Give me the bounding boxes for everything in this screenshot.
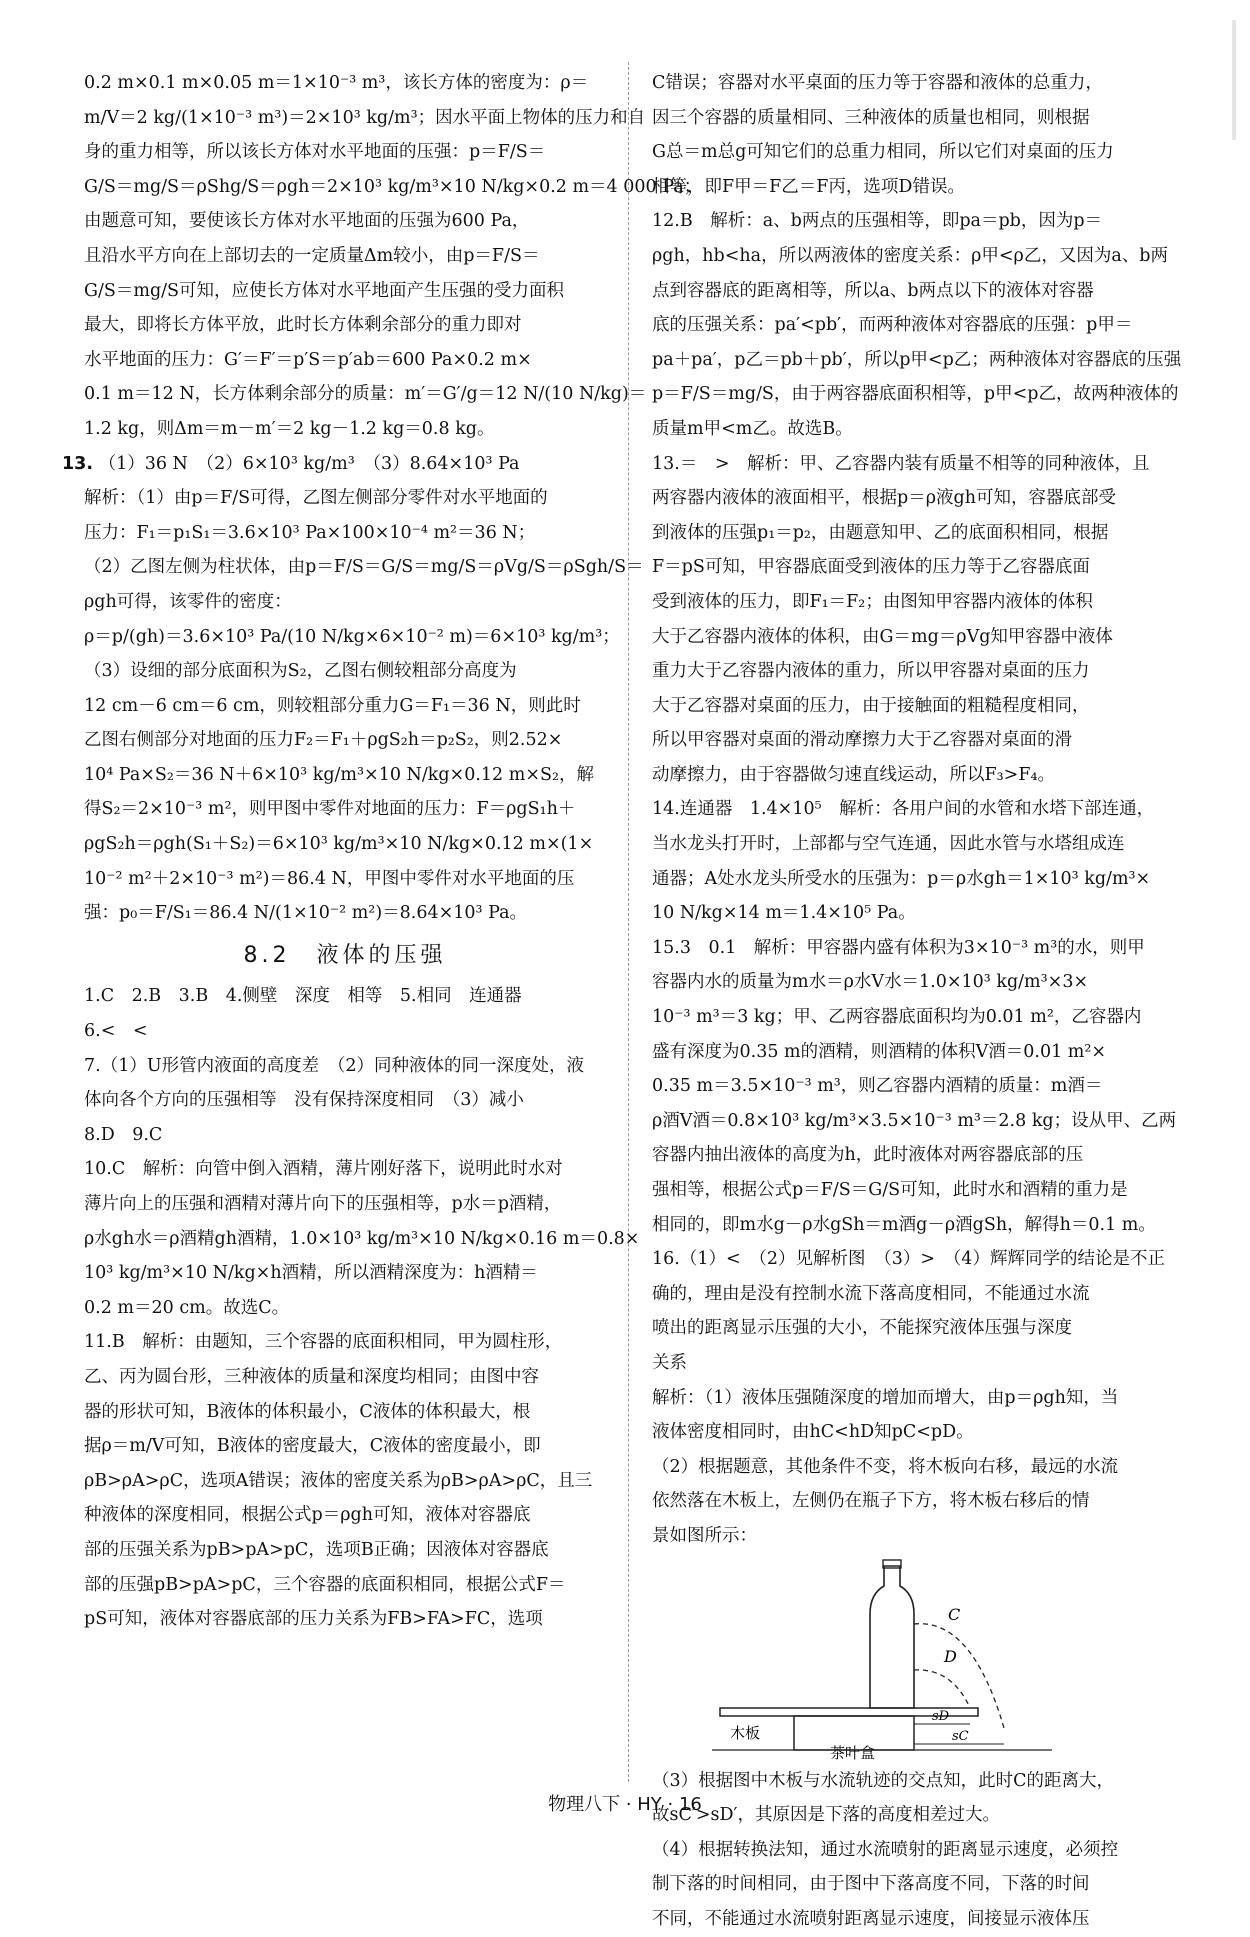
text-line: 0.2 m＝20 cm。故选C。 [84,1297,290,1318]
text-line: ρgS₂h＝ρgh(S₁＋S₂)＝6×10³ kg/m³×10 N/kg×0.12 m×(1× [84,834,594,855]
text-line: 大于乙容器内液体的体积，由G＝mg＝ρVg知甲容器中液体 [652,626,1113,647]
text-line: C错误；容器对水平桌面的压力等于容器和液体的总重力， [652,73,1103,93]
text-line: 部的压强pB>pA>pC，三个容器的底面积相同，根据公式F＝ [84,1574,566,1595]
text-line: （4）根据转换法知，通过水流喷射的距离显示速度，必须控 [652,1839,1119,1860]
text-line: 13.＝ > 解析：甲、乙容器内装有质量不相等的同种液体，且 [652,453,1150,474]
answer-line: 8.D 9.C [84,1124,163,1145]
label-sc: sC [952,1728,969,1744]
short-answers [84,979,606,1152]
text-line: ρ＝p/(gh)＝3.6×10³ Pa/(10 N/kg×6×10⁻² m)＝6×10³ kg/m³； [84,626,620,647]
label-sd: sD [932,1708,950,1724]
text-line: 景如图所示： [652,1525,757,1546]
text-line: 底的压强关系：pa′<pb′，而两种液体对容器底的压强：p甲＝ [652,315,1133,336]
text-line: （2）乙图左侧为柱状体，由p＝F/S＝G/S＝mg/S＝ρVg/S＝ρSgh/S＝ [84,557,644,578]
text-line: 乙、丙为圆台形，三种液体的质量和深度均相同；由图中容 [84,1366,539,1387]
text-line: 解析：（1）由p＝F/S可得，乙图左侧部分零件对水平地面的 [84,488,548,509]
text-line: 到液体的压强p₁＝p₂，由题意知甲、乙的底面积相同，根据 [652,522,1109,543]
q12-continuation [84,66,702,447]
label-d: D [944,1646,957,1666]
water-jet-diagram [652,1558,1174,1762]
text-line: 两容器内液体的液面相平，根据p＝ρ液gh可知，容器底部受 [652,488,1116,509]
text-line: G总＝m总g可知它们的总重力相同，所以它们对桌面的压力 [652,142,1114,163]
text-line: 12.B 解析：a、b两点的压强相等，即pa＝pb，因为p＝ [652,211,1103,232]
q13-right-block [652,447,1174,793]
q13-answer-line [62,447,606,482]
page-edge [1232,20,1236,140]
question-number: 13. [62,453,94,474]
text-line: 喷出的距离显示压强的大小，不能探究液体压强与深度 [652,1318,1072,1339]
text-line: 依然落在木板上，左侧仍在瓶子下方，将木板右移后的情 [652,1491,1090,1512]
text-line: 乙图右侧部分对地面的压力F₂＝F₁＋ρgS₂h＝p₂S₂，则2.52× [84,730,563,751]
text-line: 12 cm－6 cm＝6 cm，则较粗部分重力G＝F₁＝36 N，则此时 [84,695,581,716]
text-line: 不同，不能通过水流喷射距离显示速度，间接显示液体压 [652,1908,1090,1929]
text-line: 10⁻³ m³＝3 kg；甲、乙两容器底面积均为0.01 m²，乙容器内 [652,1007,1142,1028]
text-line: F＝pS可知，甲容器底面受到液体的压力等于乙容器底面 [652,557,1090,578]
text-line: 14.连通器 1.4×10⁵ 解析：各用户间的水管和水塔下部连通， [652,799,1155,820]
text-line: 因三个容器的质量相同、三种液体的质量也相同，则根据 [652,107,1090,128]
stream-c [914,1623,1004,1727]
stream-d [914,1669,970,1707]
text-line: 10.C 解析：向管中倒入酒精，薄片刚好落下，说明此时水对 [84,1159,563,1180]
answer-line: 6.< < [84,1021,148,1042]
column-divider [628,62,629,1782]
text-line: 10 N/kg×14 m＝1.4×10⁵ Pa。 [652,903,916,924]
answer-line: 1.C 2.B 3.B 4.侧壁 深度 相等 5.相同 连通器 [84,986,522,1007]
text-line: 且沿水平方向在上部切去的一定质量Δm较小，由p＝F/S＝ [84,245,540,266]
text-line: 关系 [652,1352,687,1373]
text-line: 器的形状可知，B液体的体积最小，C液体的体积最大，根 [84,1401,531,1422]
label-c: C [948,1604,961,1624]
q13-answer: （1）36 N （2）6×10³ kg/m³ （3）8.64×10³ Pa [98,453,520,474]
text-line: 15.3 0.1 解析：甲容器内盛有体积为3×10⁻³ m³的水，则甲 [652,937,1145,958]
text-line: 压力：F₁＝p₁S₁＝3.6×10³ Pa×100×10⁻⁴ m²＝36 N； [84,522,536,543]
text-line: 故sC′>sD′，其原因是下落的高度相差过大。 [652,1805,1000,1826]
text-line: ρgh，hb<ha，所以两液体的密度关系：ρ甲<ρ乙，又因为a、b两 [652,245,1168,266]
text-line: 相同的，即m水g－ρ水gSh＝m酒g－ρ酒gSh，解得h＝0.1 m。 [652,1214,1156,1235]
text-line: 动摩擦力，由于容器做匀速直线运动，所以F₃>F₄。 [652,764,1055,785]
text-line: （2）根据题意，其他条件不变，将木板向右移，最远的水流 [652,1456,1119,1477]
text-line: 盛有深度为0.35 m的酒精，则酒精的体积V酒＝0.01 m²× [652,1041,1107,1062]
section-title: 8.2 液体的压强 [243,942,447,968]
text-line: 种液体的深度相同，根据公式p＝ρgh可知，液体对容器底 [84,1505,531,1526]
text-line: 得S₂＝2×10⁻³ m²，则甲图中零件对地面的压力：F＝ρgS₁h＋ [84,799,576,820]
q11-continuation [652,66,1174,204]
text-line: 强：p₀＝F/S₁＝86.4 N/(1×10⁻² m²)＝8.64×10³ Pa。 [84,903,528,924]
text-line: 大于乙容器对桌面的压力，由于接触面的粗糙程度相同， [652,695,1090,716]
text-line: pa＋pa′，p乙＝pb＋pb′，所以p甲<p乙；两种液体对容器底的压强 [652,349,1182,370]
label-board: 木板 [730,1723,761,1742]
text-line: 0.35 m＝3.5×10⁻³ m³，则乙容器内酒精的质量：m酒＝ [652,1076,1103,1097]
text-line: 据ρ＝m/V可知，B液体的密度最大，C液体的密度最小，即 [84,1436,541,1457]
text-line: 制下落的时间相同，由于图中下落高度不同，下落的时间 [652,1874,1090,1895]
text-line: pS可知，液体对容器底部的压力关系为FB>FA>FC，选项 [84,1609,543,1630]
label-box: 茶叶盒 [830,1743,876,1762]
text-line: G/S＝mg/S＝ρShg/S＝ρgh＝2×10³ kg/m³×10 N/kg×0.2 m＝4 000 Pa； [84,176,702,197]
text-line: 强相等，根据公式p＝F/S＝G/S可知，此时水和酒精的重力是 [652,1180,1128,1200]
text-line: 确的，理由是没有控制水流下落高度相同，不能通过水流 [652,1283,1090,1304]
text-line: 点到容器底的距离相等，所以a、b两点以下的液体对容器 [652,280,1094,301]
text-line: 通器；A处水龙头所受水的压强为：p＝ρ水gh＝1×10³ kg/m³× [652,868,1151,889]
text-line: ρgh可得，该零件的密度： [84,591,292,612]
diagram-svg [652,1558,1174,1762]
answer-line: 体向各个方向的压强相等 没有保持深度相同 （3）减小 [84,1090,524,1111]
text-line: 10⁻² m²＋2×10⁻³ m²)＝86.4 N，甲图中零件对水平地面的压 [84,868,575,889]
text-line: 质量m甲<m乙。故选B。 [652,418,853,439]
text-line: p＝F/S＝mg/S，由于两容器底面积相等，p甲<p乙，故两种液体的 [652,384,1179,405]
text-line: 11.B 解析：由题知，三个容器的底面积相同，甲为圆柱形， [84,1332,563,1353]
text-line: 0.1 m＝12 N，长方体剩余部分的质量：m′＝G′/g＝12 N/(10 N/kg)＝ [84,384,647,405]
text-line: 16.（1）< （2）见解析图 （3）> （4）辉辉同学的结论是不正 [652,1249,1165,1270]
text-line: 10³ kg/m³×10 N/kg×h酒精，所以酒精深度为：h酒精＝ [84,1263,538,1284]
q15-block [652,931,1177,1242]
text-line: G/S＝mg/S可知，应使长方体对水平地面产生压强的受力面积 [84,280,565,301]
text-line: 解析：（1）液体压强随深度的增加而增大，由p＝ρgh知，当 [652,1387,1119,1408]
q10-block [84,1152,640,1325]
bottle-cap [883,1560,901,1568]
text-line: 由题意可知，要使该长方体对水平地面的压强为600 Pa， [84,211,530,232]
q13-answer-block [62,447,644,931]
q12-block [652,204,1182,446]
text-line: 1.2 kg，则Δm＝m－m′＝2 kg－1.2 kg＝0.8 kg。 [84,418,495,439]
text-line: 部的压强关系为pB>pA>pC，选项B正确；因液体对容器底 [84,1539,549,1560]
text-line: 当水龙头打开时，上部都与空气连通，因此水管与水塔组成连 [652,834,1125,855]
text-line: 相等，即F甲＝F乙＝F丙，选项D错误。 [652,176,965,197]
right-column [652,66,1182,1937]
text-line: 受到液体的压力，即F₁＝F₂；由图知甲容器内液体的体积 [652,591,1093,612]
text-line: m/V＝2 kg/(1×10⁻³ m³)＝2×10³ kg/m³；因水平面上物体的压力和自 [84,107,646,128]
text-line: 身的重力相等，所以该长方体对水平地面的压强：p＝F/S＝ [84,142,546,163]
answer-line: 7.（1）U形管内液面的高度差 （2）同种液体的同一深度处，液 [84,1055,584,1076]
text-line: ρ水gh水＝ρ酒精gh酒精，1.0×10³ kg/m³×10 N/kg×0.16 m＝0.8× [84,1228,640,1249]
q11-block [84,1325,606,1636]
text-line: 液体密度相同时，由hC<hD知pC<pD。 [652,1422,974,1443]
q14-block [652,792,1174,930]
text-line: 水平地面的压力：G′＝F′＝p′S＝p′ab＝600 Pa×0.2 m× [84,349,532,370]
text-line: ρB>ρA>ρC，选项A错误；液体的密度关系为ρB>ρA>ρC，且三 [84,1470,593,1491]
text-line: 容器内水的质量为m水＝ρ水V水＝1.0×10³ kg/m³×3× [652,972,1089,993]
text-line: 薄片向上的压强和酒精对薄片向下的压强相等，p水＝p酒精， [84,1194,562,1214]
q16-block [652,1242,1174,1936]
text-line: 0.2 m×0.1 m×0.05 m＝1×10⁻³ m³，该长方体的密度为：ρ＝ [84,73,589,93]
text-line: （3）根据图中木板与水流轨迹的交点知，此时C的距离大， [652,1770,1115,1791]
text-line: （3）设细的部分底面积为S₂，乙图右侧较粗部分高度为 [84,661,517,682]
text-line: 最大，即将长方体平放，此时长方体剩余部分的重力即对 [84,315,522,336]
text-line: 所以甲容器对桌面的滑动摩擦力大于乙容器对桌面的滑 [652,730,1072,751]
text-line: 重力大于乙容器内液体的重力，所以甲容器对桌面的压力 [652,661,1090,682]
page-footer: 物理八下 · HY · 16 [548,1794,702,1815]
text-line: 容器内抽出液体的高度为h，此时液体对两容器底部的压 [652,1145,1084,1166]
text-line: 10⁴ Pa×S₂＝36 N＋6×10³ kg/m³×10 N/kg×0.12 m×S₂，解 [84,764,594,785]
left-column [62,66,702,1637]
text-line: ρ酒V酒＝0.8×10³ kg/m³×3.5×10⁻³ m³＝2.8 kg；设从甲、乙两 [652,1110,1177,1131]
bottle-shape [870,1566,914,1708]
